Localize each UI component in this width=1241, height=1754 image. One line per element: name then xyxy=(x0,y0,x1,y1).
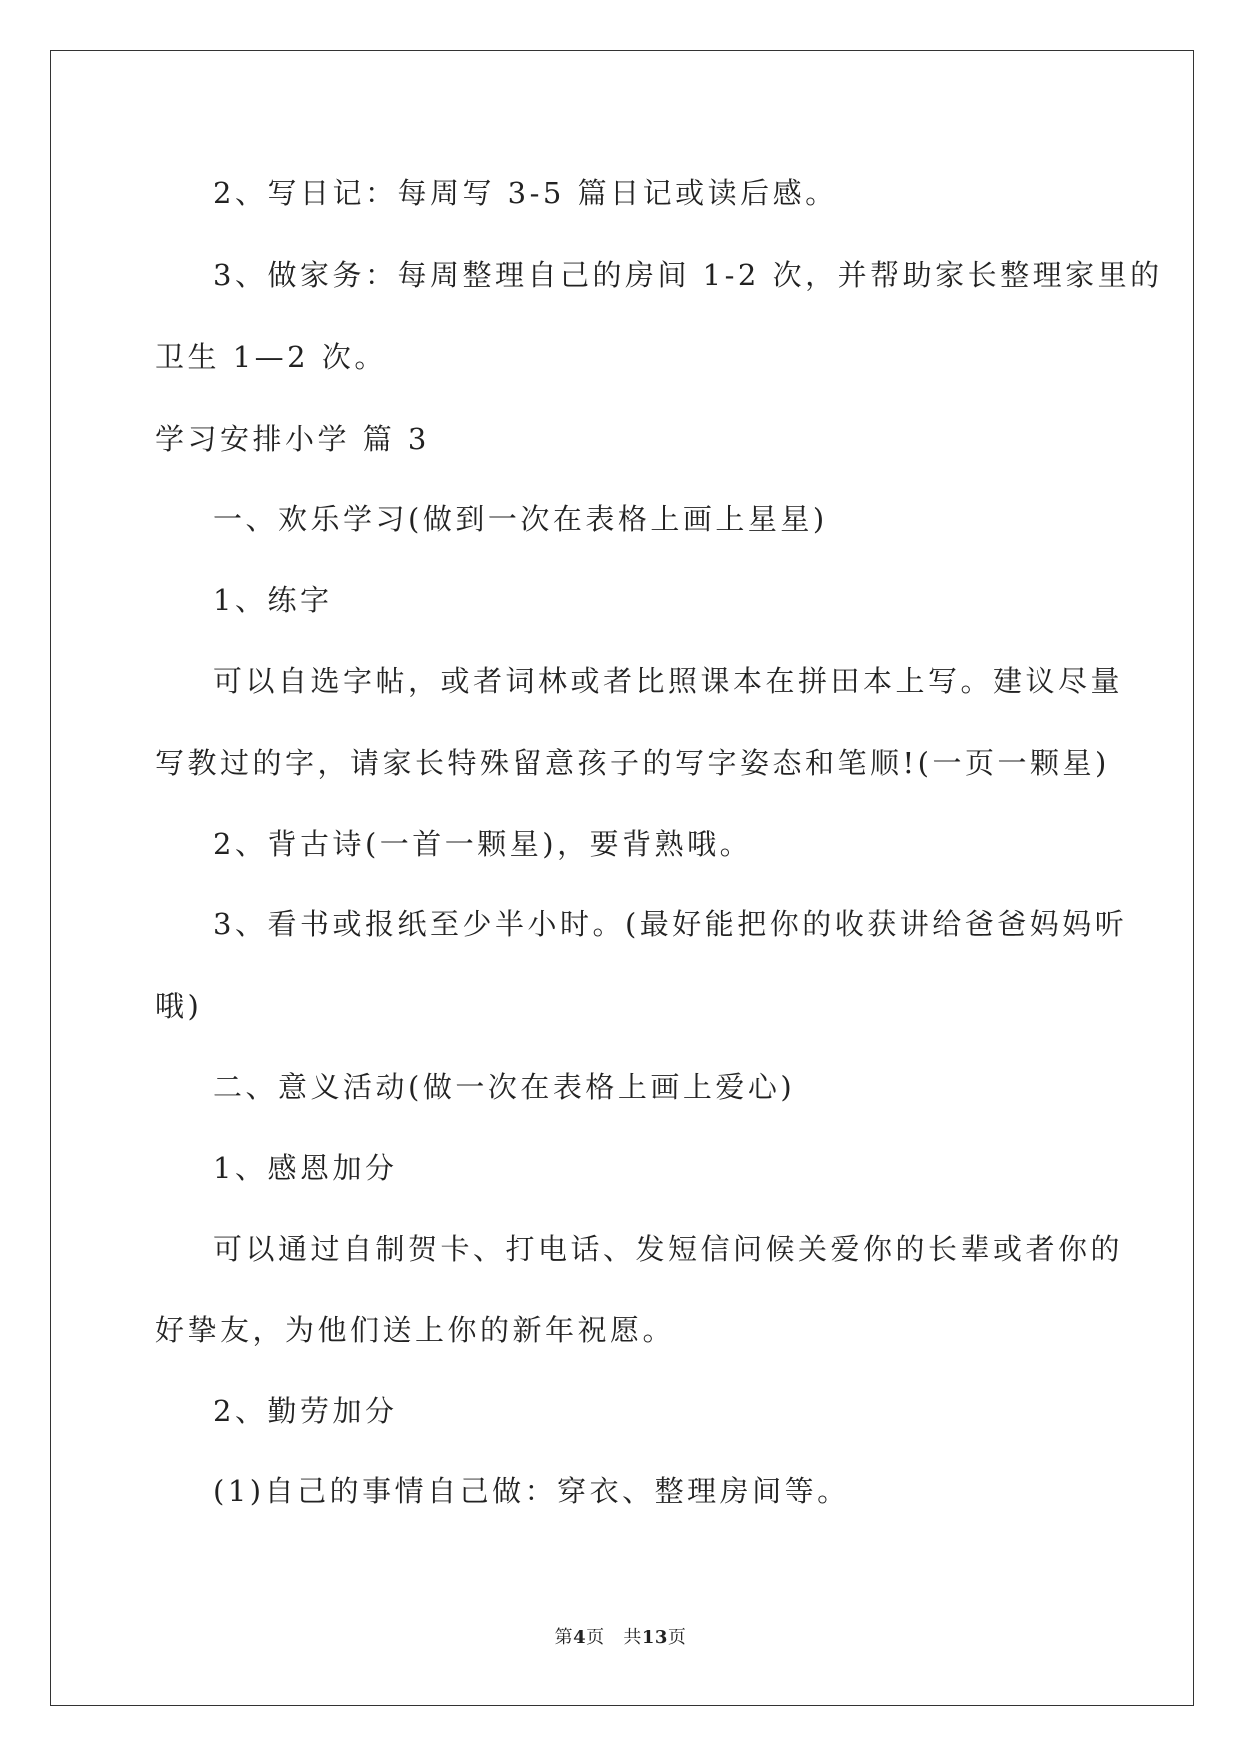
footer-total-suffix: 页 xyxy=(667,1627,687,1648)
paragraph-line: 一、欢乐学习(做到一次在表格上画上星星) xyxy=(213,502,828,536)
paragraph-line: 好挚友，为他们送上你的新年祝愿。 xyxy=(155,1313,676,1347)
paragraph-line: 1、练字 xyxy=(213,583,333,617)
paragraph-line: 3、看书或报纸至少半小时。(最好能把你的收获讲给爸爸妈妈听 xyxy=(213,907,1128,941)
paragraph-line: 可以自选字帖，或者词林或者比照课本在拼田本上写。建议尽量 xyxy=(213,664,1124,698)
footer-prefix: 第 xyxy=(554,1627,574,1648)
footer-total-prefix: 共 xyxy=(623,1627,642,1648)
footer-total-pages: 13 xyxy=(641,1627,668,1648)
paragraph-line: 3、做家务：每周整理自己的房间 1-2 次，并帮助家长整理家里的 xyxy=(213,258,1163,292)
footer-page-suffix: 页 xyxy=(586,1627,605,1648)
paragraph-line: 可以通过自制贺卡、打电话、发短信问候关爱你的长辈或者你的 xyxy=(213,1232,1124,1266)
page-footer xyxy=(0,1626,1241,1650)
paragraph-line: (1)自己的事情自己做：穿衣、整理房间等。 xyxy=(213,1474,850,1508)
paragraph-line: 二、意义活动(做一次在表格上画上爱心) xyxy=(213,1070,796,1104)
paragraph-line: 2、勤劳加分 xyxy=(213,1394,398,1428)
paragraph-line: 卫生 1—2 次。 xyxy=(155,340,387,374)
paragraph-line: 哦) xyxy=(155,989,203,1023)
paragraph-line: 1、感恩加分 xyxy=(213,1151,398,1185)
footer-page-number: 4 xyxy=(573,1627,587,1648)
paragraph-line: 写教过的字，请家长特殊留意孩子的写字姿态和笔顺!(一页一颗星) xyxy=(155,746,1110,780)
paragraph-line: 2、背古诗(一首一颗星)，要背熟哦。 xyxy=(213,827,753,861)
page-border xyxy=(50,50,1194,1706)
section-heading: 学习安排小学 篇 3 xyxy=(155,422,430,456)
paragraph-line: 2、写日记：每周写 3-5 篇日记或读后感。 xyxy=(213,176,838,210)
